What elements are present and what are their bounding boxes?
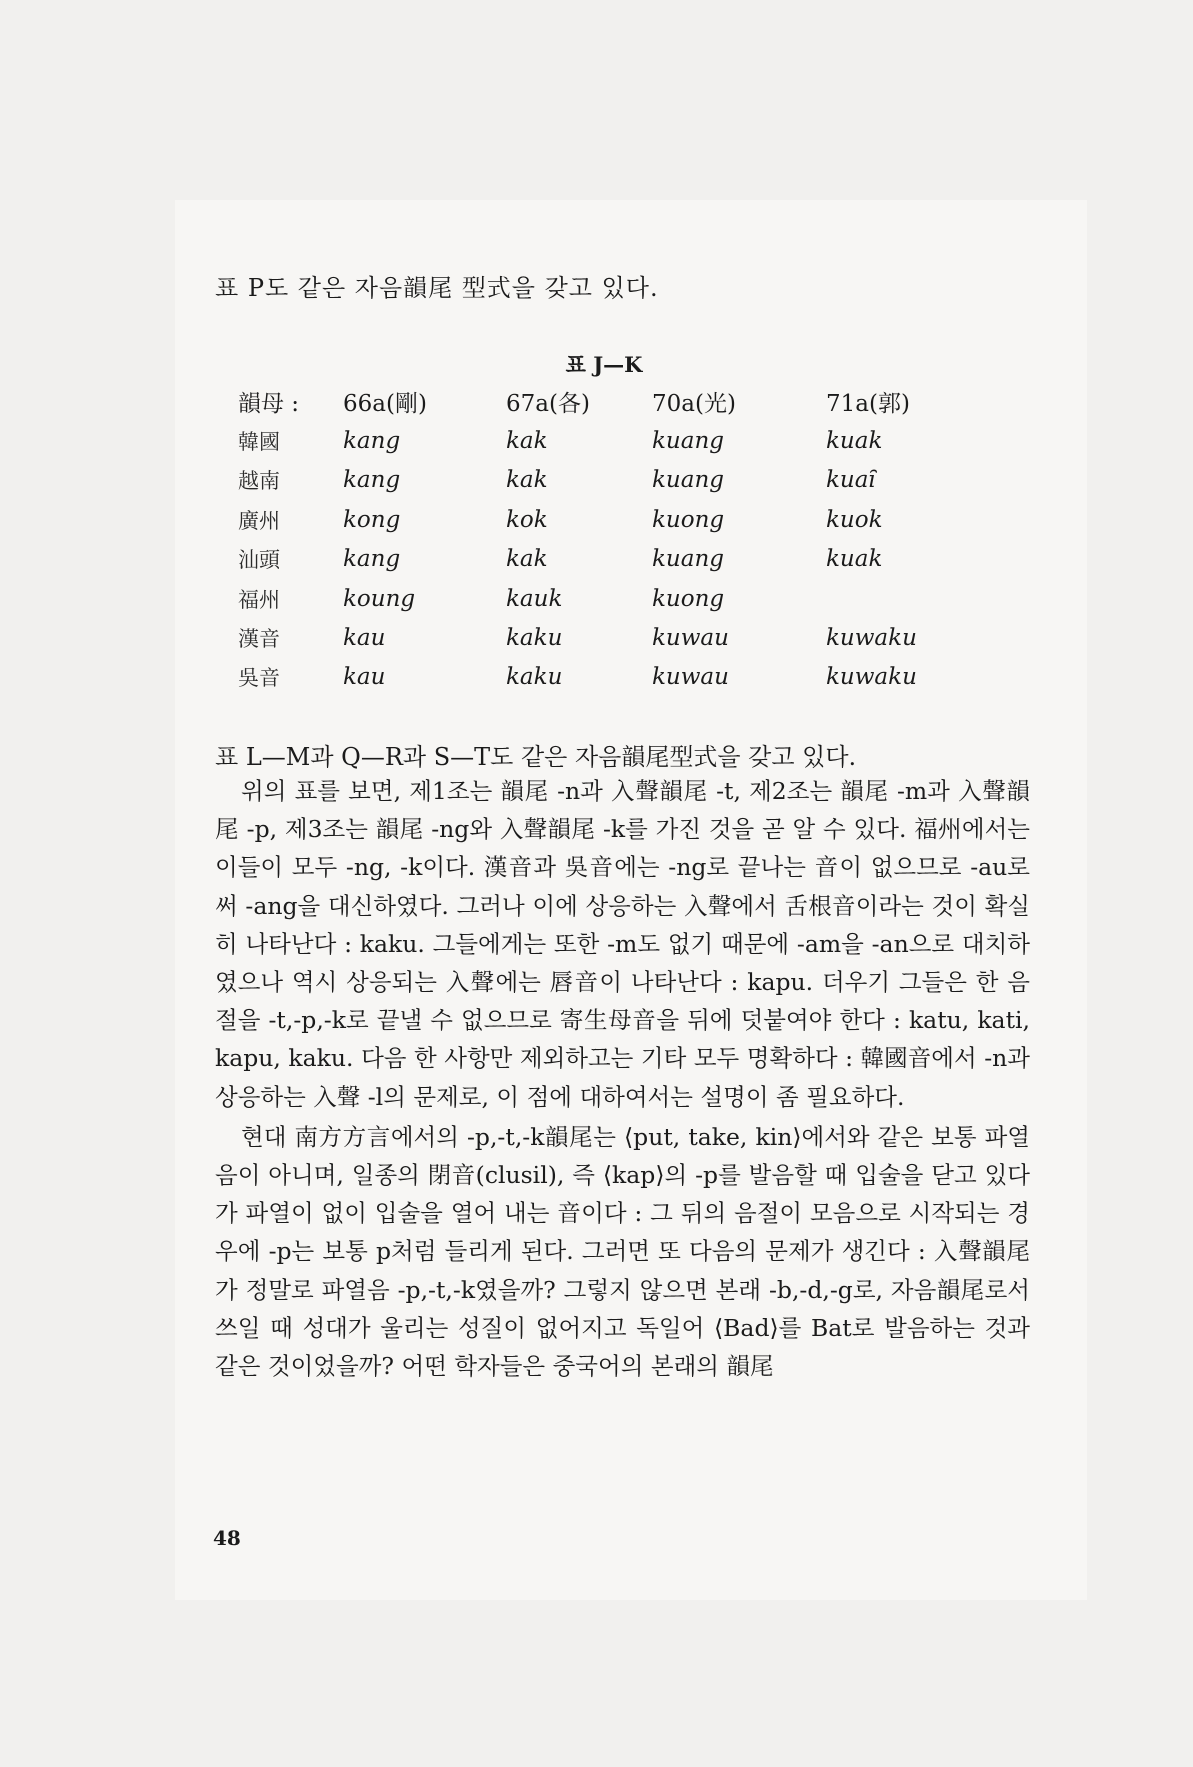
dialect-cell: 韓國 <box>238 430 280 455</box>
value-cell: kau <box>343 625 386 652</box>
value-cell: kaku <box>506 625 563 652</box>
table-row <box>238 461 946 500</box>
value-cell: kuang <box>652 467 724 494</box>
header-cell: 71a(郭) <box>826 391 910 418</box>
value-cell: koung <box>343 585 416 612</box>
value-cell: kak <box>506 546 548 573</box>
table-row <box>238 579 946 618</box>
dialect-cell: 漢音 <box>238 627 280 652</box>
value-cell: kak <box>506 428 548 455</box>
value-cell: kang <box>343 546 401 573</box>
value-cell: kang <box>343 428 401 455</box>
value-cell: kuwau <box>652 625 729 652</box>
value-cell: kang <box>343 467 401 494</box>
table-row <box>238 500 946 539</box>
dialect-cell: 吳音 <box>238 666 280 691</box>
dialect-cell: 福州 <box>238 587 280 612</box>
paragraph: 현대 南方方言에서의 -p,-t,-k韻尾는 ⟨put, take, kin⟩에서와 같은 보통 파열음이 아니며, 일종의 閉音(clusil), 즉 ⟨kap⟩의 -p를 발음할 때 입술을 닫고 있다가 파열이 없이 입술을 열어 내는 音이다 : 그 뒤의 음절이 모음으로 시작되는 경우에 -p는 보통 p처럼 들리게 된다. 그러면 또 다음의 문제가 생긴다 : 入聲韻尾가 정말로 파열음 -p,-t,-k였을까? 그렇지 않으면 본래 -b,-d,-g로, 자음韻尾로서 쓰일 때 성대가 울리는 성질이 없어지고 독일어 ⟨Bad⟩를 Bat로 발음하는 것과 같은 것이었을까? 어떤 학자들은 중국어의 본래의 韻尾 <box>215 1122 1030 1381</box>
value-cell: kuok <box>826 506 883 533</box>
value-cell: kuong <box>652 506 725 533</box>
paragraph: 위의 표를 보면, 제1조는 韻尾 -n과 入聲韻尾 -t, 제2조는 韻尾 -m과 入聲韻尾 -p, 제3조는 韻尾 -ng와 入聲韻尾 -k를 가진 것을 곧 알 수 있다. 福州에서는 이들이 모두 -ng, -k이다. 漢音과 吳音에는 -ng로 끝나는 音이 없으므로 -au로써 -ang을 대신하였다. 그러나 이에 상응하는 入聲에서 舌根音이라는 것이 확실히 나타난다 : kaku. 그들에게는 또한 -m도 없기 때문에 -am을 -an으로 대치하였으나 역시 상응되는 入聲에는 唇音이 나타난다 : kapu. 더우기 그들은 한 음절을 -t,-p,-k로 끝낼 수 없으므로 寄生母音을 뒤에 덧붙여야 한다 : katu, kati, kapu, kaku. 다음 한 사항만 제외하고는 기타 모두 명확하다 : 韓國音에서 -n과 상응하는 入聲 -l의 문제로, 이 점에 대하여서는 설명이 좀 필요하다. <box>215 777 1030 1111</box>
value-cell: kuong <box>652 585 725 612</box>
value-cell: kuaȋ <box>826 467 876 494</box>
header-cell: 70a(光) <box>652 391 736 418</box>
value-cell: kok <box>506 506 548 533</box>
value-cell: kuak <box>826 428 883 455</box>
header-cell: 66a(剛) <box>343 391 427 418</box>
intro-line: 표 P도 같은 자음韻尾 型式을 갖고 있다. <box>215 274 659 302</box>
value-cell: kauk <box>506 585 563 612</box>
table-row <box>238 618 946 657</box>
value-cell: kaku <box>506 664 563 691</box>
dialect-cell: 廣州 <box>238 508 280 533</box>
value-cell: kuang <box>652 546 724 573</box>
table-row <box>238 658 946 697</box>
value-cell: kuwaku <box>826 625 917 652</box>
table-title: 표 J—K <box>565 352 643 377</box>
after-table-line: 표 L—M과 Q—R과 S—T도 같은 자음韻尾型式을 갖고 있다. <box>215 743 857 771</box>
value-cell: kuwaku <box>826 664 917 691</box>
value-cell: kuak <box>826 546 883 573</box>
table-row <box>238 421 946 460</box>
rhyme-table <box>238 382 946 697</box>
table-header-row <box>238 382 946 421</box>
value-cell: kau <box>343 664 386 691</box>
page-number: 48 <box>213 1526 241 1550</box>
value-cell: kuwau <box>652 664 729 691</box>
value-cell: kong <box>343 506 401 533</box>
dialect-cell: 汕頭 <box>238 548 280 573</box>
table-row <box>238 540 946 579</box>
value-cell: kuang <box>652 428 724 455</box>
dialect-cell: 越南 <box>238 469 280 494</box>
value-cell <box>826 579 946 618</box>
header-cell: 67a(各) <box>506 391 590 418</box>
value-cell: kak <box>506 467 548 494</box>
header-cell-label: 韻母 : <box>238 391 300 418</box>
body-text <box>215 772 1030 1385</box>
